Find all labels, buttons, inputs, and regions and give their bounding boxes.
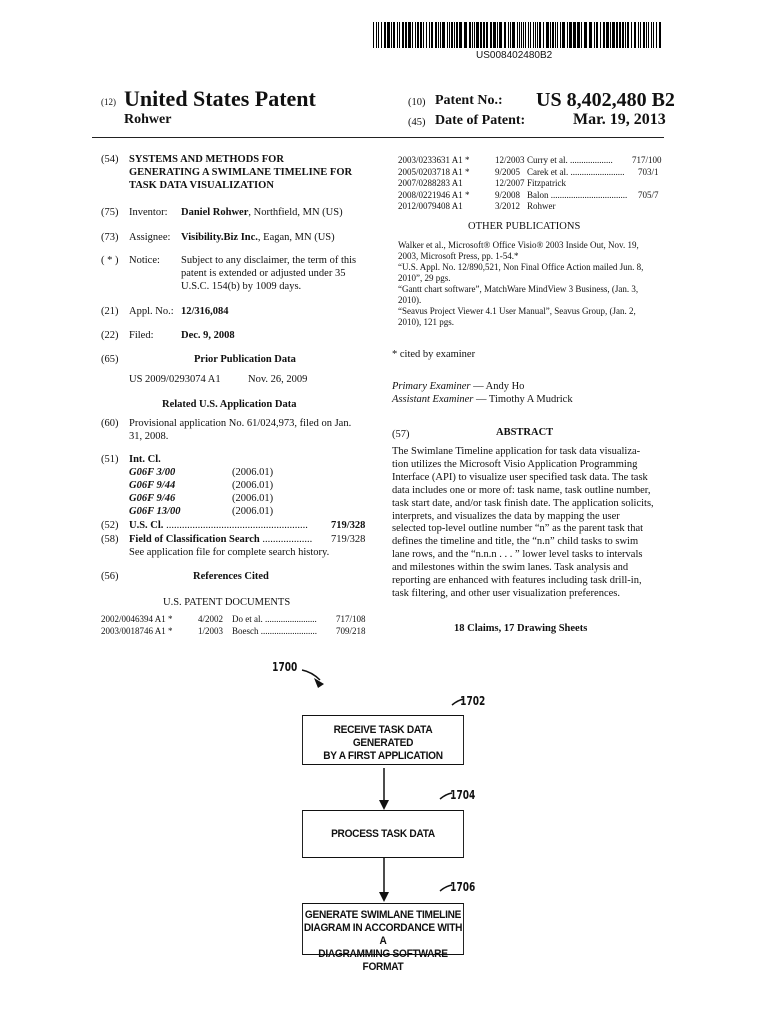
field-label: Appl. No.: xyxy=(129,306,174,317)
citation-date: 3/2012 xyxy=(495,201,521,211)
citation-class: 717/100 xyxy=(632,155,662,165)
box-text: PROCESS TASK DATA xyxy=(331,828,435,840)
claims-summary: 18 Claims, 17 Drawing Sheets xyxy=(454,623,588,634)
citation-number: 2002/0046394 A1 * xyxy=(101,614,173,624)
flowchart-box-process xyxy=(302,810,464,858)
box-ref-1702: 1702 xyxy=(460,694,486,708)
box-text: DIAGRAMMING SOFTWARE FORMAT xyxy=(318,948,448,973)
intcl-label: Int. Cl. xyxy=(129,454,161,465)
intcl-version: (2006.01) xyxy=(232,493,274,504)
publication-line: “Seavus Project Viewer 4.1 User Manual”, Seavus Group, (Jan. 2, xyxy=(398,306,636,316)
abstract-line: lane rows, and the “n.n.n . . . ” lower level tasks to intervals xyxy=(392,549,643,561)
notice-code: ( * ) xyxy=(101,255,119,266)
primary-examiner-label: Primary Examiner xyxy=(392,381,471,392)
title-line: TASK DATA VISUALIZATION xyxy=(129,180,274,191)
box-text: RECEIVE TASK DATA GENERATED xyxy=(333,724,433,749)
citation-date: 9/2008 xyxy=(495,189,521,200)
abstract-line: and milestones within the swim lanes. Task analysis and xyxy=(392,562,629,574)
abstract-line: reporting are enhanced with features including task drill-in, xyxy=(392,575,642,587)
prior-pub-heading: Prior Publication Data xyxy=(194,354,296,365)
application-number: 12/316,084 xyxy=(181,306,229,317)
abstract-line: interprets, and visualizes the data by mapping the user xyxy=(392,510,620,522)
leader-dots: ....................... xyxy=(262,614,317,624)
field-code: (58) xyxy=(101,534,119,545)
patent-date: Mar. 19, 2013 xyxy=(573,111,666,128)
citation-number: 2012/0079408 A1 xyxy=(398,201,463,211)
box-ref-1704: 1704 xyxy=(450,788,476,802)
box-text: BY A FIRST APPLICATION xyxy=(323,750,443,762)
publication-line: 2010”, 29 pgs. xyxy=(398,273,451,283)
date-code: (45) xyxy=(408,117,426,128)
provisional-line: Provisional application No. 61/024,973, filed on Jan. xyxy=(129,418,352,429)
assignee-location: , Eagan, MN (US) xyxy=(257,232,335,243)
field-label: Filed: xyxy=(129,330,154,341)
field-code: (22) xyxy=(101,330,119,341)
citation-date: 12/2003 xyxy=(495,155,525,165)
leader-dots: .................................. xyxy=(548,189,628,200)
citation-number: 2008/0221946 A1 * xyxy=(398,189,470,200)
box-ref-1706: 1706 xyxy=(450,880,476,894)
inventor-name: Daniel Rohwer xyxy=(181,207,249,218)
citation-number: 2003/0233631 A1 * xyxy=(398,155,470,165)
citation-number: 2005/0203718 A1 * xyxy=(398,166,470,177)
abstract-line: defines the timeline and title, the “n.n” child tasks to swim xyxy=(392,536,639,548)
leader-dots: ........................ xyxy=(568,166,625,177)
field-54-code: (54) xyxy=(101,154,119,165)
related-heading: Related U.S. Application Data xyxy=(162,399,297,410)
date-label: Date of Patent: xyxy=(435,113,526,128)
assignee-name: Visibility.Biz Inc. xyxy=(181,232,258,243)
citation-name: Balon xyxy=(527,189,549,200)
title-line: SYSTEMS AND METHODS FOR xyxy=(129,154,284,165)
publication-line: 2010), 121 pgs. xyxy=(398,317,454,327)
search-history-note: See application file for complete search history. xyxy=(129,547,330,558)
publication-line: 2010). xyxy=(398,295,422,305)
other-publications-heading: OTHER PUBLICATIONS xyxy=(468,221,581,232)
prior-pub-date: Nov. 26, 2009 xyxy=(248,374,308,385)
citation-name: Fitzpatrick xyxy=(527,178,566,188)
abstract-line: data includes one or more of: task name, task outline number, xyxy=(392,484,651,496)
citation-name: Carek et al. xyxy=(527,166,569,177)
figure-label: 1700 xyxy=(272,660,298,674)
citation-name: Boesch xyxy=(232,626,259,636)
abstract-line: selected top-level outline number “n” as the parent task that xyxy=(392,523,644,535)
leader-dots: ......................... xyxy=(258,626,317,636)
field-56-code: (56) xyxy=(101,571,119,582)
abstract-line: The Swimlane Timeline application for task data visualiza- xyxy=(392,446,641,457)
patent-no-code: (10) xyxy=(408,97,426,108)
leader-dots: ................... xyxy=(259,534,313,545)
field-code: (21) xyxy=(101,306,119,317)
patent-no-label: Patent No.: xyxy=(435,93,503,108)
notice-label: Notice: xyxy=(129,255,160,266)
publication-line: 2003, Microsoft Press, pp. 1-54.* xyxy=(398,251,519,261)
field-code: (75) xyxy=(101,207,119,218)
field-code: (73) xyxy=(101,232,119,243)
inventor-short: Rohwer xyxy=(124,112,172,127)
field-51-code: (51) xyxy=(101,454,119,465)
flowchart-box-receive xyxy=(302,715,464,765)
abstract-heading: ABSTRACT xyxy=(496,427,554,438)
abstract-line: task filtering, and other user visualization preferences. xyxy=(392,587,620,599)
box-text: DIAGRAM IN ACCORDANCE WITH A xyxy=(303,922,463,947)
citation-date: 4/2002 xyxy=(198,614,224,624)
abstract-code: (57) xyxy=(392,429,410,440)
field-search-label: Field of Classification Search xyxy=(129,534,260,545)
citation-name: Do et al. xyxy=(232,614,263,624)
primary-examiner-name: — Andy Ho xyxy=(470,381,525,392)
us-patent-docs-heading: U.S. PATENT DOCUMENTS xyxy=(163,597,291,608)
barcode-number: US008402480B2 xyxy=(476,50,553,61)
notice-line: Subject to any disclaimer, the term of this xyxy=(181,255,357,266)
field-60-code: (60) xyxy=(101,418,119,429)
publication-line: Walker et al., Microsoft® Office Visio® 2003 Inside Out, Nov. 19, xyxy=(398,240,639,250)
intcl-version: (2006.01) xyxy=(232,467,274,478)
provisional-line: 31, 2008. xyxy=(129,431,169,442)
references-heading: References Cited xyxy=(193,571,269,582)
abstract-line: Interface (API) to visualize user specified task data. The task xyxy=(392,471,648,483)
abstract-line: tion utilizes the Microsoft Visio Application Programming xyxy=(392,458,638,470)
citation-date: 12/2007 xyxy=(495,178,525,188)
assistant-examiner-name: — Timothy A Mudrick xyxy=(473,394,573,405)
citation-name: Curry et al. xyxy=(527,155,568,165)
citation-class: 705/7 xyxy=(638,189,659,200)
kind-code: (12) xyxy=(101,97,116,107)
filing-date: Dec. 9, 2008 xyxy=(181,330,235,341)
document-title: United States Patent xyxy=(124,86,316,111)
citation-class: 717/108 xyxy=(336,614,366,624)
inventor-location: , Northfield, MN (US) xyxy=(248,207,343,218)
citation-date: 9/2005 xyxy=(495,166,521,177)
uscl-label: U.S. Cl. xyxy=(129,520,164,531)
intcl-version: (2006.01) xyxy=(232,506,274,517)
field-code: (52) xyxy=(101,520,119,531)
leader-dots: ...................................................... xyxy=(163,520,308,531)
intcl-class: G06F 9/44 xyxy=(129,480,176,491)
flowchart-box-generate xyxy=(302,903,464,973)
intcl-version: (2006.01) xyxy=(232,480,274,491)
intcl-class: G06F 9/46 xyxy=(129,493,176,504)
field-label: Inventor: xyxy=(129,207,168,218)
citation-date: 1/2003 xyxy=(198,626,224,636)
intcl-class: G06F 3/00 xyxy=(129,467,176,478)
publication-line: “U.S. Appl. No. 12/890,521, Non Final Office Action mailed Jun. 8, xyxy=(398,262,644,272)
citation-number: 2003/0018746 A1 * xyxy=(101,626,173,636)
citation-class: 703/1 xyxy=(638,166,659,177)
publication-line: “Gantt chart software”, MatchWare MindView 3 Business, (Jan. 3, xyxy=(398,284,639,294)
uscl-value: 719/328 xyxy=(331,520,366,531)
field-65-code: (65) xyxy=(101,354,119,365)
citation-number: 2007/0288283 A1 xyxy=(398,178,463,188)
box-text: GENERATE SWIMLANE TIMELINE xyxy=(304,909,462,921)
leader-dots: ................... xyxy=(567,155,613,165)
citation-name: Rohwer xyxy=(527,201,556,211)
intcl-class: G06F 13/00 xyxy=(129,506,181,517)
assistant-examiner-label: Assistant Examiner xyxy=(392,394,474,405)
title-line: GENERATING A SWIMLANE TIMELINE FOR xyxy=(129,167,353,178)
prior-pub-number: US 2009/0293074 A1 xyxy=(129,374,221,385)
citation-class: 709/218 xyxy=(336,626,366,636)
field-label: Assignee: xyxy=(129,232,171,243)
cited-by-examiner: * cited by examiner xyxy=(392,349,476,360)
notice-line: U.S.C. 154(b) by 1009 days. xyxy=(181,281,302,292)
notice-line: patent is extended or adjusted under 35 xyxy=(181,268,346,279)
patent-number: US 8,402,480 B2 xyxy=(536,89,675,111)
field-search-value: 719/328 xyxy=(331,534,366,545)
abstract-line: task start date, and/or task finish date. The application solicits, xyxy=(392,497,654,509)
